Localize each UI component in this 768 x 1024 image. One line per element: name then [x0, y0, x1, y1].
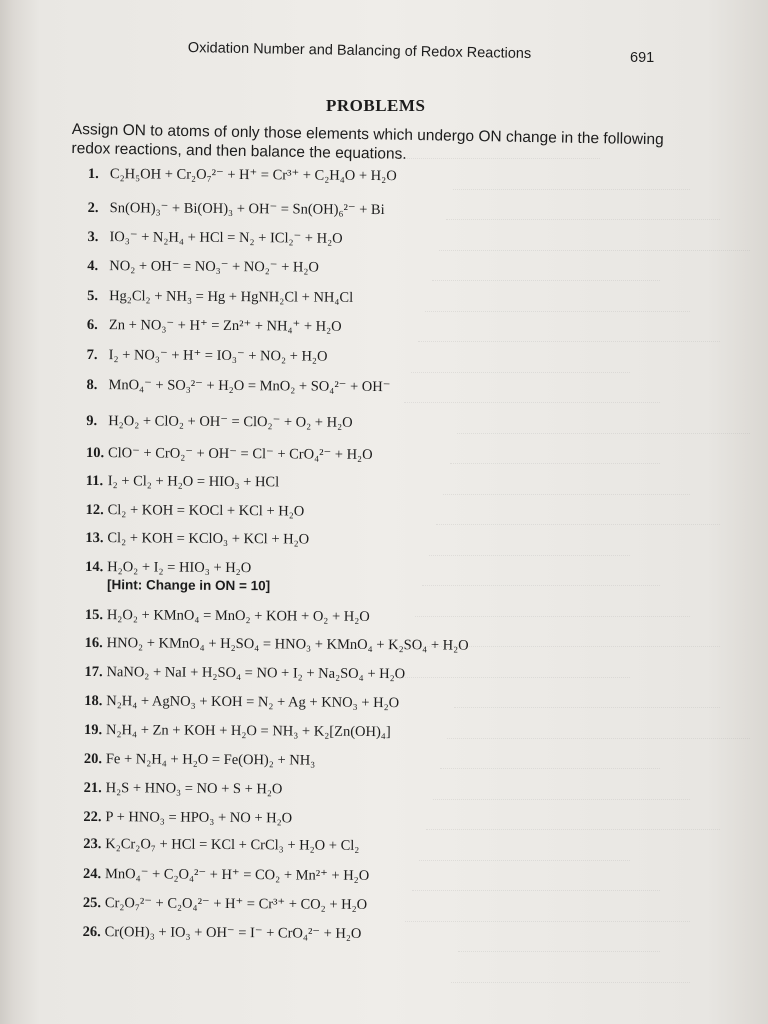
bleed-through-line [432, 252, 660, 281]
bleed-through-line [404, 374, 660, 403]
problem-number: 3. [87, 228, 99, 246]
problem-equation: Cl₂ + KOH = KOCl + KCl + H₂O [107, 502, 305, 520]
problem-item [84, 722, 391, 741]
bleed-through-line [457, 405, 750, 434]
problem-number: 26. [82, 923, 101, 941]
bleed-through-line [451, 954, 690, 983]
problem-hint: [Hint: Change in ON = 10] [107, 577, 271, 594]
problem-number: 14. [85, 558, 104, 576]
problem-number: 22. [83, 808, 102, 826]
bleed-through-line [405, 893, 690, 922]
bleed-through-line [411, 344, 630, 373]
problem-number: 4. [87, 257, 99, 275]
problem-item [83, 924, 362, 943]
problem-equation: MnO₄⁻ + C₂O₄²⁻ + H⁺ = CO₂ + Mn²⁺ + H₂O [105, 866, 370, 884]
problem-number: 13. [85, 529, 104, 547]
problem-equation: I₂ + NO₃⁻ + H⁺ = IO₃⁻ + NO₂ + H₂O [108, 347, 328, 365]
problem-item [85, 559, 270, 594]
problem-number: 20. [83, 750, 103, 768]
problem-item [83, 809, 292, 827]
bleed-through-line [412, 862, 660, 891]
problem-equation: NaNO₂ + NaI + H₂SO₄ = NO + I₂ + Na₂SO₄ + H₂O [106, 664, 406, 683]
problem-number: 15. [84, 606, 104, 624]
problem-item [87, 317, 342, 336]
bleed-through-line [450, 435, 660, 464]
problem-number: 11. [85, 472, 104, 490]
section-heading: PROBLEMS [326, 96, 426, 115]
problem-number: 9. [86, 412, 98, 430]
problem-equation: HNO₂ + KMnO₄ + H₂SO₄ = HNO₃ + KMnO₄ + K₂SO₄ + H₂O [106, 635, 469, 654]
bleed-through-text [400, 130, 730, 960]
problem-number: 2. [87, 199, 99, 217]
problem-item [87, 347, 328, 366]
problem-item [86, 445, 373, 464]
problem-item [83, 836, 359, 855]
bleed-through-line [419, 832, 630, 861]
bleed-through-line [439, 222, 750, 251]
problem-item [87, 258, 319, 277]
problem-equation: Cr(OH)₃ + IO₃ + OH⁻ = I⁻ + CrO₄²⁻ + H₂O [104, 924, 362, 942]
problem-item [88, 166, 397, 185]
problem-equation: Hg₂Cl₂ + NH₃ = Hg + HgNH₂Cl + NH₄Cl [109, 288, 354, 306]
problem-equation: H₂O₂ + KMnO₄ = MnO₂ + KOH + O₂ + H₂O [106, 607, 370, 625]
problem-equation: NO₂ + OH⁻ = NO₃⁻ + NO₂⁻ + H₂O [109, 258, 319, 276]
problem-number: 10. [85, 444, 105, 462]
bleed-through-line [422, 557, 660, 586]
running-header: Oxidation Number and Balancing of Redox Reactions [187, 40, 532, 62]
problem-item [86, 377, 390, 396]
problem-number: 25. [82, 894, 102, 912]
problem-number: 16. [84, 634, 103, 652]
bleed-through-line [440, 740, 660, 769]
problem-equation: Sn(OH)₃⁻ + Bi(OH)₃ + OH⁻ = Sn(OH)₆²⁻ + Bi [109, 200, 385, 219]
problem-item [83, 866, 369, 885]
problem-item [84, 693, 399, 712]
problem-equation: H₂O₂ + I₂ = HIO₃ + H₂O [107, 559, 252, 577]
problem-item [87, 288, 353, 307]
problem-item [84, 664, 405, 683]
problem-number: 5. [87, 287, 99, 305]
problem-equation: C₂H₅OH + Cr₂O₇²⁻ + H⁺ = Cr³⁺ + C₂H₄O + H₂O [109, 166, 397, 185]
problem-item [84, 780, 283, 798]
bleed-through-line [433, 771, 690, 800]
bleed-through-line [443, 466, 690, 495]
problem-equation: Zn + NO₃⁻ + H⁺ = Zn²⁺ + NH₄⁺ + H₂O [108, 317, 342, 335]
problem-equation: Fe + N₂H₄ + H₂O = Fe(OH)₂ + NH₃ [105, 751, 316, 769]
problem-equation: K₂Cr₂O₇ + HCl = KCl + CrCl₃ + H₂O + Cl₂ [105, 836, 360, 854]
problem-equation: Cr₂O₇²⁻ + C₂O₄²⁻ + H⁺ = Cr³⁺ + CO₂ + H₂O [104, 895, 368, 913]
problem-item [85, 607, 370, 626]
bleed-through-line [446, 191, 720, 220]
instructions-paragraph: Assign ON to atoms of only those elements which undergo ON change in the following redox reactions, and then balance the equations. [71, 120, 664, 163]
problem-equation: IO₃⁻ + N₂H₄ + HCl = N₂ + ICl₂⁻ + H₂O [109, 229, 343, 247]
problem-equation: H₂O₂ + ClO₂ + OH⁻ = ClO₂⁻ + O₂ + H₂O [108, 413, 353, 431]
bleed-through-line [454, 679, 720, 708]
problem-equation: I₂ + Cl₂ + H₂O = HIO₃ + HCl [107, 473, 280, 491]
bleed-through-line [415, 588, 690, 617]
problem-item [87, 229, 342, 248]
problem-number: 1. [87, 166, 99, 183]
problem-equation: P + HNO₃ = HPO₃ + NO + H₂O [105, 809, 293, 827]
problem-item [86, 473, 279, 491]
problem-equation: N₂H₄ + Zn + KOH + H₂O = NH₃ + K₂[Zn(OH)₄] [106, 722, 391, 741]
problem-number: 19. [84, 721, 103, 739]
problem-equation: Cl₂ + KOH = KClO₃ + KCl + H₂O [107, 530, 310, 548]
problem-item [83, 895, 367, 914]
problem-number: 7. [86, 346, 98, 364]
bleed-through-line [458, 923, 660, 952]
problem-number: 12. [85, 501, 104, 519]
bleed-through-line [429, 527, 630, 556]
page-number: 691 [630, 50, 655, 66]
problem-item [84, 751, 316, 770]
problem-number: 23. [83, 835, 102, 853]
problem-equation: MnO₄⁻ + SO₃²⁻ + H₂O = MnO₂ + SO₄²⁻ + OH⁻ [108, 377, 391, 396]
problem-number: 6. [86, 316, 98, 334]
bleed-through-line [436, 496, 720, 525]
bleed-through-line [425, 283, 690, 312]
problem-item [85, 635, 469, 655]
bleed-through-line [426, 801, 720, 830]
problem-number: 21. [83, 779, 102, 797]
problem-equation: ClO⁻ + CrO₂⁻ + OH⁻ = Cl⁻ + CrO₄²⁻ + H₂O [107, 445, 373, 463]
problem-equation: N₂H₄ + AgNO₃ + KOH = N₂ + Ag + KNO₃ + H₂O [106, 693, 400, 712]
problem-number: 24. [83, 865, 102, 883]
problem-item [86, 413, 353, 432]
problem-number: 8. [86, 376, 98, 394]
problem-item [88, 200, 385, 219]
bleed-through-line [418, 313, 720, 342]
problem-item [85, 530, 309, 549]
bleed-through-line [447, 710, 750, 739]
problem-equation: H₂S + HNO₃ = NO + S + H₂O [105, 780, 283, 798]
problem-number: 17. [84, 663, 103, 681]
problem-number: 18. [84, 692, 103, 710]
problem-item [86, 502, 305, 521]
